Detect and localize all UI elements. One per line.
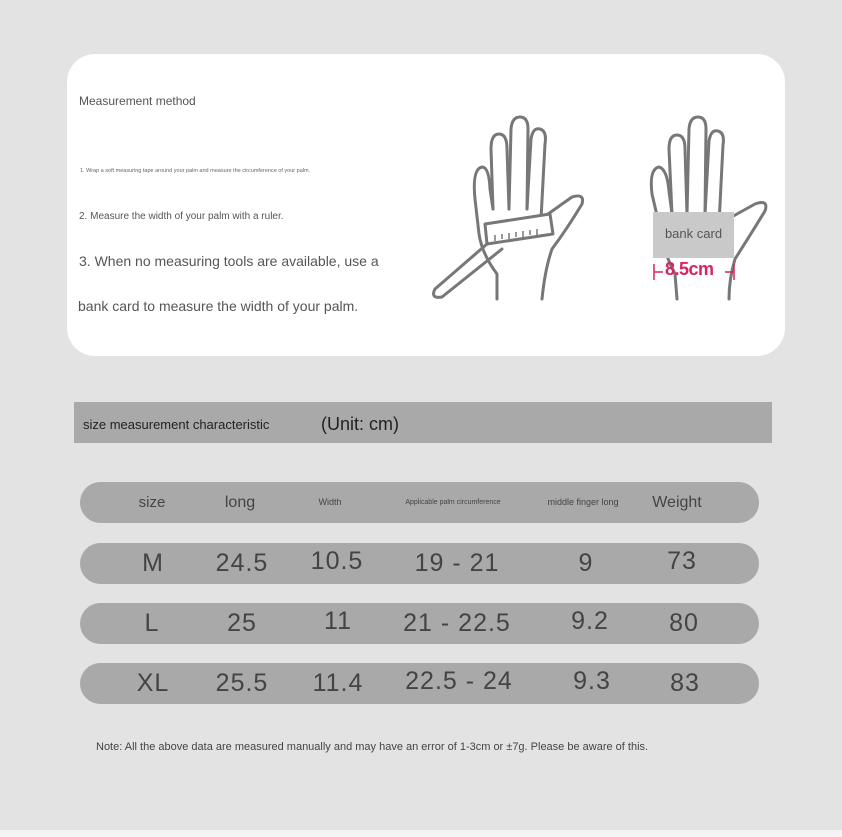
cell-width: 10.5 xyxy=(310,547,364,575)
step-3-text-line-1: 3. When no measuring tools are available, use a xyxy=(79,253,379,269)
cell-long: 25 xyxy=(227,609,257,637)
cell-weight: 83 xyxy=(670,669,700,697)
bank-card-icon xyxy=(653,212,734,258)
cell-size: XL xyxy=(136,669,170,697)
header-middle-finger-long: middle finger long xyxy=(547,497,619,507)
size-section-header xyxy=(74,402,772,443)
step-3-text-line-2: bank card to measure the width of your palm. xyxy=(78,298,359,314)
header-size: size xyxy=(138,494,166,511)
table-row xyxy=(80,663,759,704)
header-width: Width xyxy=(318,497,342,507)
measurement-method-card xyxy=(67,54,785,356)
size-section-title: size measurement characteristic xyxy=(83,417,270,432)
header-weight: Weight xyxy=(652,494,702,511)
hand-tape-illustration-icon xyxy=(427,109,587,309)
table-row xyxy=(80,603,759,644)
size-table-header xyxy=(80,482,759,523)
step-2-text: 2. Measure the width of your palm with a ruler. xyxy=(79,211,284,222)
bottom-strip xyxy=(0,830,842,837)
bank-card-label: bank card xyxy=(664,226,723,241)
disclaimer-note: Note: All the above data are measured manually and may have an error of 1-3cm or ±7g. Please be aware of this. xyxy=(96,741,649,753)
card-width-measurement: 8.5cm xyxy=(665,259,714,279)
cell-weight: 80 xyxy=(669,609,699,637)
cell-palm-circumference: 22.5 - 24 xyxy=(405,667,513,695)
cell-long: 25.5 xyxy=(215,669,269,697)
step-1-text: 1. Wrap a soft measuring tape around your palm and measure the circumference of your palm. xyxy=(80,168,311,174)
cell-palm-circumference: 21 - 22.5 xyxy=(403,609,511,637)
cell-middle-finger-long: 9.3 xyxy=(573,667,611,695)
cell-middle-finger-long: 9.2 xyxy=(571,607,609,635)
header-palm-circumference: Applicable palm circumference xyxy=(405,499,501,506)
cell-width: 11 xyxy=(324,607,352,635)
cell-weight: 73 xyxy=(667,547,697,575)
cell-size: L xyxy=(144,609,160,637)
method-title: Measurement method xyxy=(79,94,196,108)
cell-middle-finger-long: 9 xyxy=(578,549,594,577)
size-section-unit: (Unit: cm) xyxy=(321,414,399,434)
cell-palm-circumference: 19 - 21 xyxy=(414,549,500,577)
cell-long: 24.5 xyxy=(215,549,269,577)
table-row xyxy=(80,543,759,584)
cell-width: 11.4 xyxy=(312,669,364,697)
cell-size: M xyxy=(142,549,164,577)
header-long: long xyxy=(224,494,256,511)
